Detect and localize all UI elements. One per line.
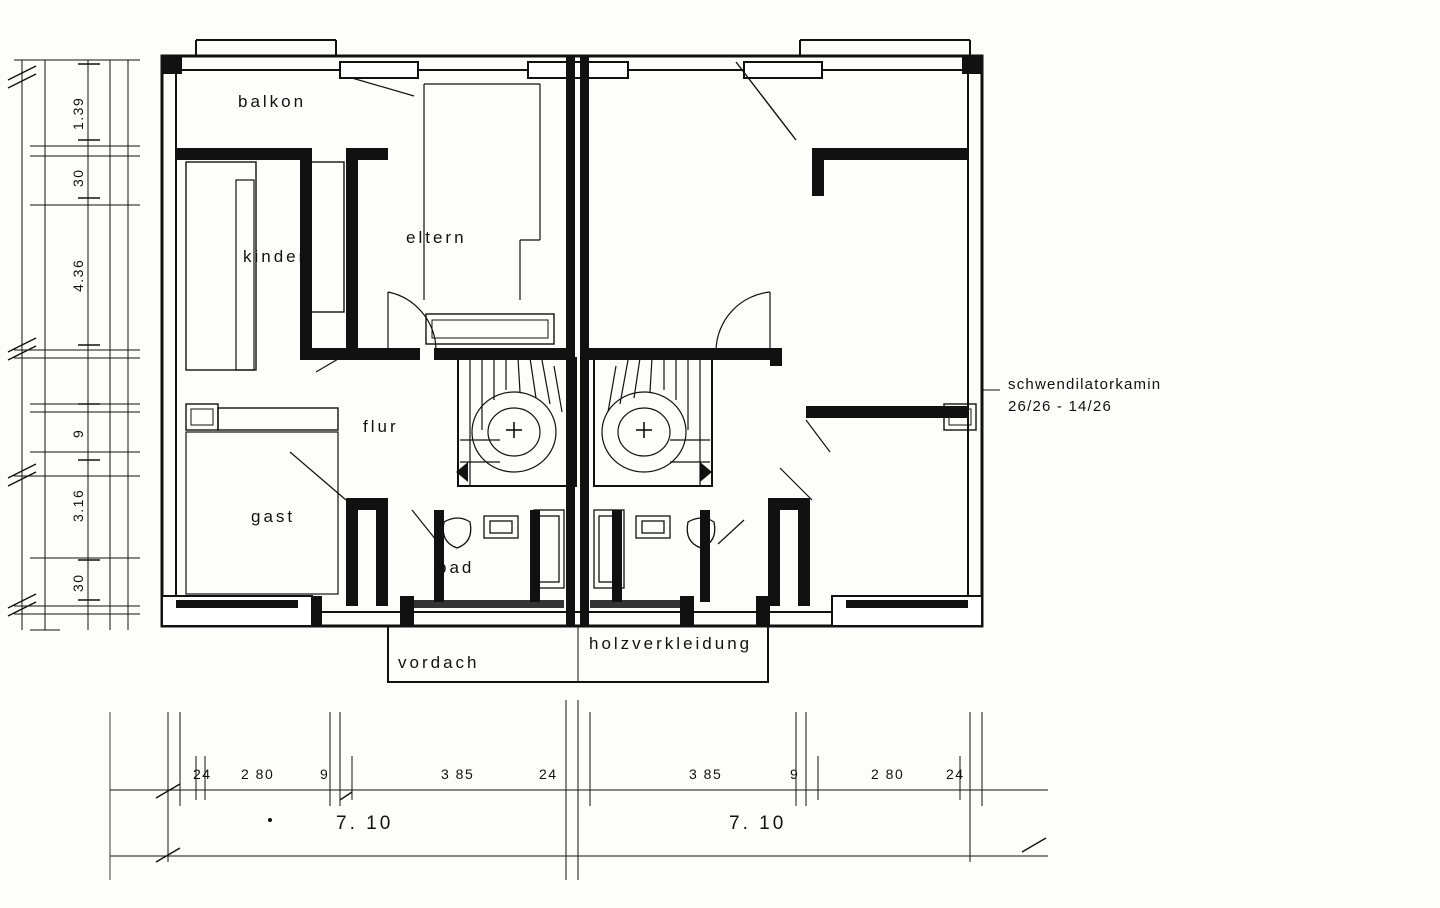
dim-total-right: 7. 10 — [729, 813, 787, 834]
room-label-flur: flur — [363, 417, 399, 436]
annotation-chimney-line2: 26/26 - 14/26 — [1008, 398, 1113, 415]
room-label-kinder: kinder — [243, 247, 308, 266]
dim-horizontal-280-a: 2 80 — [241, 766, 275, 782]
dim-total-left: 7. 10 — [336, 813, 394, 834]
dim-horizontal-385-b: 3 85 — [689, 766, 723, 782]
dim-vertical-3-16: 3.16 — [70, 488, 86, 522]
dim-vertical-9: 9 — [70, 428, 86, 438]
staircase-left — [456, 358, 576, 486]
dimension-lines-left — [8, 60, 140, 630]
staircase-right — [594, 358, 712, 486]
dim-vertical-4-36: 4.36 — [70, 258, 86, 292]
dim-horizontal-385-a: 3 85 — [441, 766, 475, 782]
annotation-chimney-line1: schwendilatorkamin — [1008, 376, 1162, 393]
building-walls — [162, 40, 982, 626]
dim-vertical-30-top: 30 — [70, 168, 86, 187]
room-label-gast: gast — [251, 507, 296, 526]
dimension-lines-bottom — [110, 700, 1048, 880]
dim-horizontal-24-a: 24 — [193, 766, 212, 782]
dim-horizontal-280-b: 2 80 — [871, 766, 905, 782]
label-vordach: vordach — [398, 653, 480, 672]
dim-horizontal-9-a: 9 — [320, 766, 330, 782]
room-label-eltern: eltern — [406, 228, 467, 247]
room-label-balkon: balkon — [238, 92, 307, 111]
room-label-bad: bad — [437, 558, 475, 577]
dim-horizontal-24-b: 24 — [539, 766, 558, 782]
annotation-chimney — [1008, 374, 1161, 418]
dim-horizontal-9-b: 9 — [790, 766, 800, 782]
dim-horizontal-24-c: 24 — [946, 766, 965, 782]
dim-vertical-1-39: 1.39 — [70, 96, 86, 130]
dim-vertical-30-bottom: 30 — [70, 573, 86, 592]
label-holzverkleidung: holzverkleidung — [589, 634, 753, 653]
